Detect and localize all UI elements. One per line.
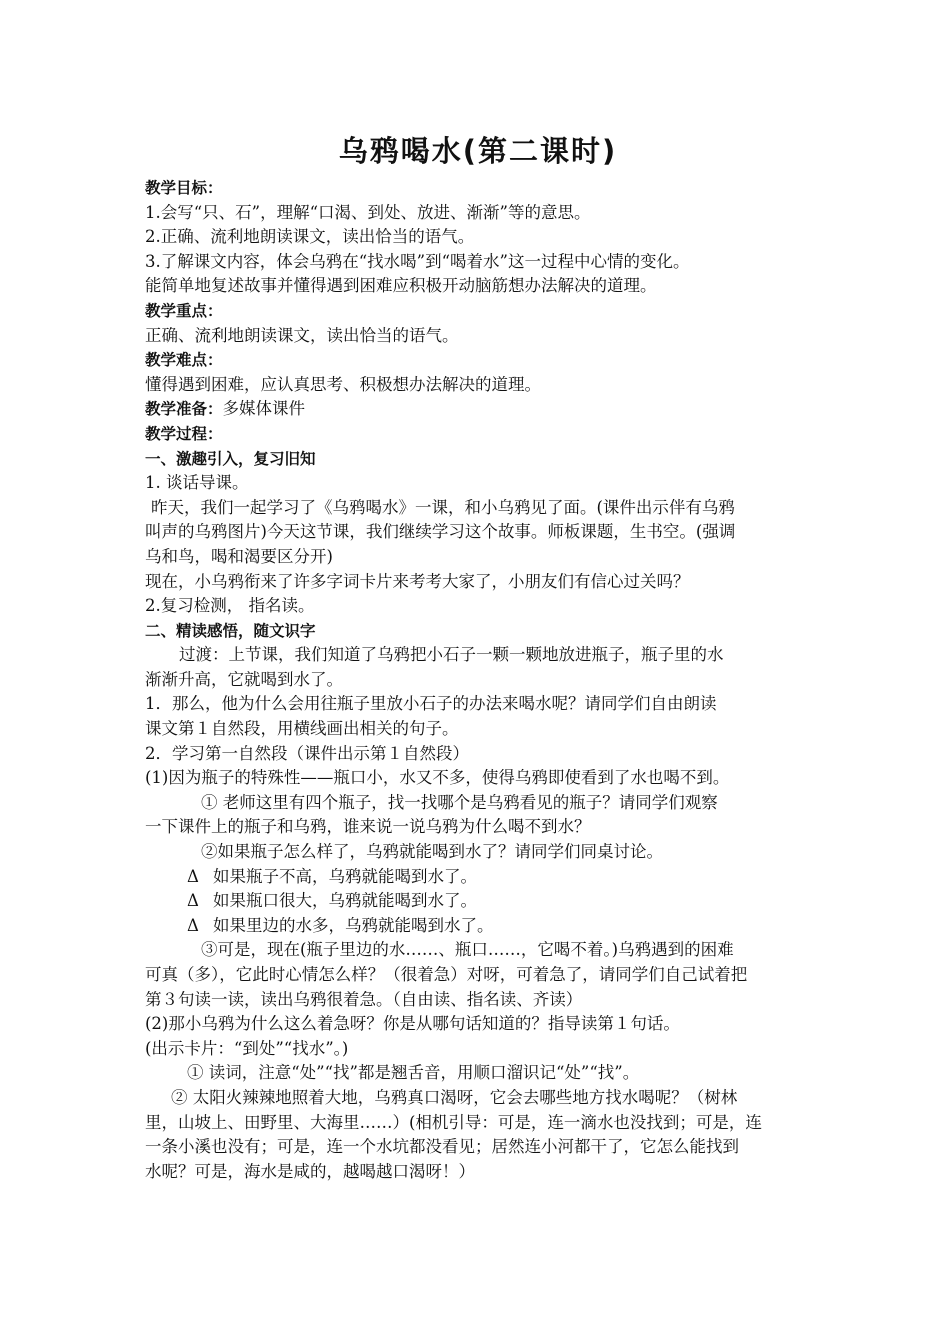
objective-3-cont: 能简单地复述故事并懂得遇到困难应积极开动脑筋想办法解决的道理。 <box>145 276 657 296</box>
step-1-2: 2.复习检测， 指名读。 <box>145 596 315 616</box>
key-points-text: 正确、流利地朗读课文，读出恰当的语气。 <box>145 325 459 345</box>
paragraph-line: 第３句读一读，读出乌鸦很着急。（自由读、指名读、齐读） <box>145 989 583 1009</box>
difficulties-text: 懂得遇到困难，应认真思考、积极想办法解决的道理。 <box>145 374 541 394</box>
objective-3: 3.了解课文内容，体会乌鸦在“找水喝”到“喝着水”这一过程中心情的变化。 <box>145 251 690 271</box>
paragraph-line: (出示卡片：“到处”“找水”。) <box>145 1038 349 1058</box>
bullet-text: 如果瓶口很大，乌鸦就能喝到水了。 <box>213 891 477 911</box>
paragraph-line: 过渡：上节课，我们知道了乌鸦把小石子一颗一颗地放进瓶子，瓶子里的水 <box>179 645 724 665</box>
bullet-text: 如果里边的水多，乌鸦就能喝到水了。 <box>213 915 494 935</box>
heading-difficulties: 教学难点： <box>145 351 223 370</box>
paragraph-line: 昨天，我们一起学习了《乌鸦喝水》一课，和小乌鸦见了面。(课件出示伴有乌鸦 <box>151 497 735 517</box>
preparation-text: 多媒体课件 <box>222 399 306 419</box>
heading-objectives: 教学目标： <box>145 179 223 197</box>
paragraph-line: ③可是，现在(瓶子里边的水……、瓶口……，它喝不着。)乌鸦遇到的困难 <box>201 940 734 960</box>
paragraph-line: ① 老师这里有四个瓶子，找一找哪个是乌鸦看见的瓶子？请同学们观察 <box>201 792 718 812</box>
triangle-bullet-icon: Δ <box>187 915 199 935</box>
paragraph-line: 一条小溪也没有；可是，连一个水坑都没看见；居然连小河都干了，它怎么能找到 <box>145 1137 739 1157</box>
heading-process: 教学过程： <box>145 424 223 443</box>
paragraph-line: 里，山坡上、田野里、大海里……）(相机引导：可是，连一滴水也没找到；可是，连 <box>145 1112 762 1132</box>
objective-2: 2.正确、流利地朗读课文，读出恰当的语气。 <box>145 227 475 247</box>
paragraph-line: ② 太阳火辣辣地照着大地，乌鸦真口渴呀，它会去哪些地方找水喝呢？（树林 <box>171 1087 738 1107</box>
paragraph-line: (1)因为瓶子的特殊性——瓶口小，水又不多，使得乌鸦即使看到了水也喝不到。 <box>145 768 730 788</box>
paragraph-line: ① 读词，注意“处”“找”都是翘舌音，用顺口溜识记“处”“找”。 <box>187 1063 640 1083</box>
paragraph-line: 乌和鸟，喝和渴要区分开) <box>145 546 333 566</box>
step-2-2: 2．学习第一自然段（课件出示第１自然段） <box>145 743 469 763</box>
section-1-heading: 一、激趣引入，复习旧知 <box>145 449 316 468</box>
bullet-item <box>145 914 811 939</box>
objective-1: 1.会写“只、石”，理解“口渴、到处、放进、渐渐”等的意思。 <box>145 202 591 222</box>
step-2-1: 1．那么，他为什么会用往瓶子里放小石子的办法来喝水呢？请同学们自由朗读 <box>145 694 717 714</box>
paragraph-line: 现在，小乌鸦衔来了许多字词卡片来考考大家了，小朋友们有信心过关吗？ <box>145 571 690 591</box>
heading-preparation: 教学准备： <box>145 400 223 419</box>
heading-key-points: 教学重点： <box>145 301 223 320</box>
preparation-line <box>145 397 811 422</box>
bullet-text: 如果瓶子不高，乌鸦就能喝到水了。 <box>213 866 477 886</box>
section-2-heading: 二、精读感悟，随文识字 <box>145 621 316 640</box>
document-page <box>145 128 811 1184</box>
paragraph-line: 可真（多），它此时心情怎么样？（很着急）对呀，可着急了，请同学们自己试着把 <box>145 965 748 984</box>
bullet-item <box>145 865 811 890</box>
paragraph-line: 渐渐升高，它就喝到水了。 <box>145 669 343 689</box>
triangle-bullet-icon: Δ <box>187 891 199 911</box>
bullet-item <box>145 889 811 914</box>
paragraph-line: 叫声的乌鸦图片)今天这节课，我们继续学习这个故事。师板课题，生书空。(强调 <box>145 522 736 542</box>
paragraph-line: ②如果瓶子怎么样了，乌鸦就能喝到水了？请同学们同桌讨论。 <box>201 842 663 862</box>
paragraph-line: 课文第１自然段，用横线画出相关的句子。 <box>145 719 459 739</box>
paragraph-line: 水呢？可是，海水是咸的，越喝越口渴呀！） <box>145 1161 475 1181</box>
triangle-bullet-icon: Δ <box>187 866 199 886</box>
step-1-1: 1. 谈话导课。 <box>145 473 249 493</box>
paragraph-line: (2)那小乌鸦为什么这么着急呀？你是从哪句话知道的？指导读第１句话。 <box>145 1014 680 1034</box>
document-title: 乌鸦喝水(第二课时) <box>338 134 618 168</box>
paragraph-line: 一下课件上的瓶子和乌鸦，谁来说一说乌鸦为什么喝不到水？ <box>145 817 591 837</box>
